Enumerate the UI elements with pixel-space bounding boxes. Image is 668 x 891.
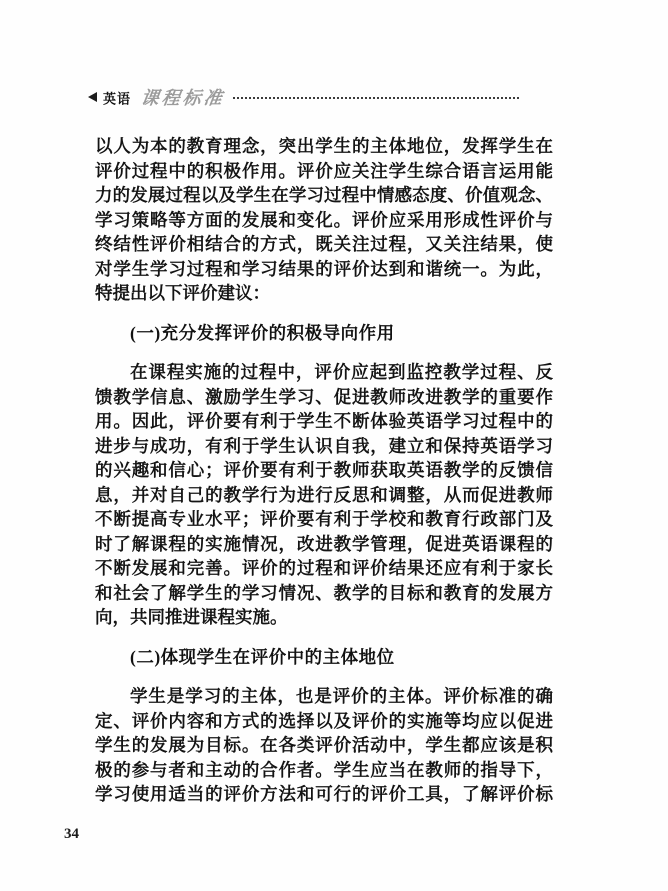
text-line: 极的参与者和主动的合作者。学生应当在教师的指导下， xyxy=(95,759,553,780)
text-line: 力的发展过程以及学生在学习过程中情感态度、价值观念、 xyxy=(95,185,553,205)
paragraph xyxy=(95,134,553,306)
text-line: 评价过程中的积极作用。评价应关注学生综合语言运用能 xyxy=(95,160,553,181)
series-label: 英语 xyxy=(103,90,132,106)
paragraph xyxy=(95,684,553,807)
page-number: 34 xyxy=(64,826,79,842)
text-line: 学生的发展为目标。在各类评价活动中，学生都应该是积 xyxy=(95,735,553,755)
text-line: 对学生学习过程和学习结果的评价达到和谐统一。为此， xyxy=(95,258,553,279)
text-line: 定、评价内容和方式的选择以及评价的实施等均应以促进 xyxy=(95,710,553,731)
text-line: 在课程实施的过程中，评价应起到监控教学过程、反 xyxy=(130,362,553,382)
section-heading-2: (二)体现学生在评价中的主体地位 xyxy=(130,646,395,667)
body-text xyxy=(95,134,553,807)
running-header xyxy=(88,87,520,107)
text-line: 不断发展和完善。评价的过程和评价结果还应有利于家长 xyxy=(95,558,553,578)
text-line: 特提出以下评价建议： xyxy=(95,283,270,303)
text-line: 向，共同推进课程实施。 xyxy=(95,607,288,627)
left-triangle-icon xyxy=(88,92,97,102)
text-line: 学习策略等方面的发展和变化。评价应采用形成性评价与 xyxy=(95,209,553,230)
text-line: 用。因此，评价要有利于学生不断体验英语学习过程中的 xyxy=(95,411,553,431)
text-line: 以人为本的教育理念，突出学生的主体地位，发挥学生在 xyxy=(95,136,553,156)
text-line: 的兴趣和信心；评价要有利于教师获取英语教学的反馈信 xyxy=(95,460,553,480)
text-line: 终结性评价相结合的方式，既关注过程，又关注结果，使 xyxy=(95,234,553,254)
text-line: 进步与成功，有利于学生认识自我，建立和保持英语学习 xyxy=(95,435,553,456)
text-line: 学生是学习的主体，也是评价的主体。评价标准的确 xyxy=(130,686,553,706)
text-line: 和社会了解学生的学习情况、教学的目标和教育的发展方 xyxy=(95,582,553,603)
text-line: 学习使用适当的评价方法和可行的评价工具，了解评价标 xyxy=(95,784,553,804)
paragraph xyxy=(95,360,553,630)
text-line: 不断提高专业水平；评价要有利于学校和教育行政部门及 xyxy=(95,509,553,529)
text-line: 时了解课程的实施情况，改进教学管理，促进英语课程的 xyxy=(95,533,553,554)
text-line: 息，并对自己的教学行为进行反思和调整，从而促进教师 xyxy=(95,484,553,505)
section-heading-1: (一)充分发挥评价的积极导向作用 xyxy=(130,322,395,343)
text-line: 馈教学信息、激励学生学习、促进教师改进教学的重要作 xyxy=(95,386,553,407)
dotted-rule xyxy=(233,97,519,99)
book-title: 课程标准 xyxy=(139,88,227,108)
